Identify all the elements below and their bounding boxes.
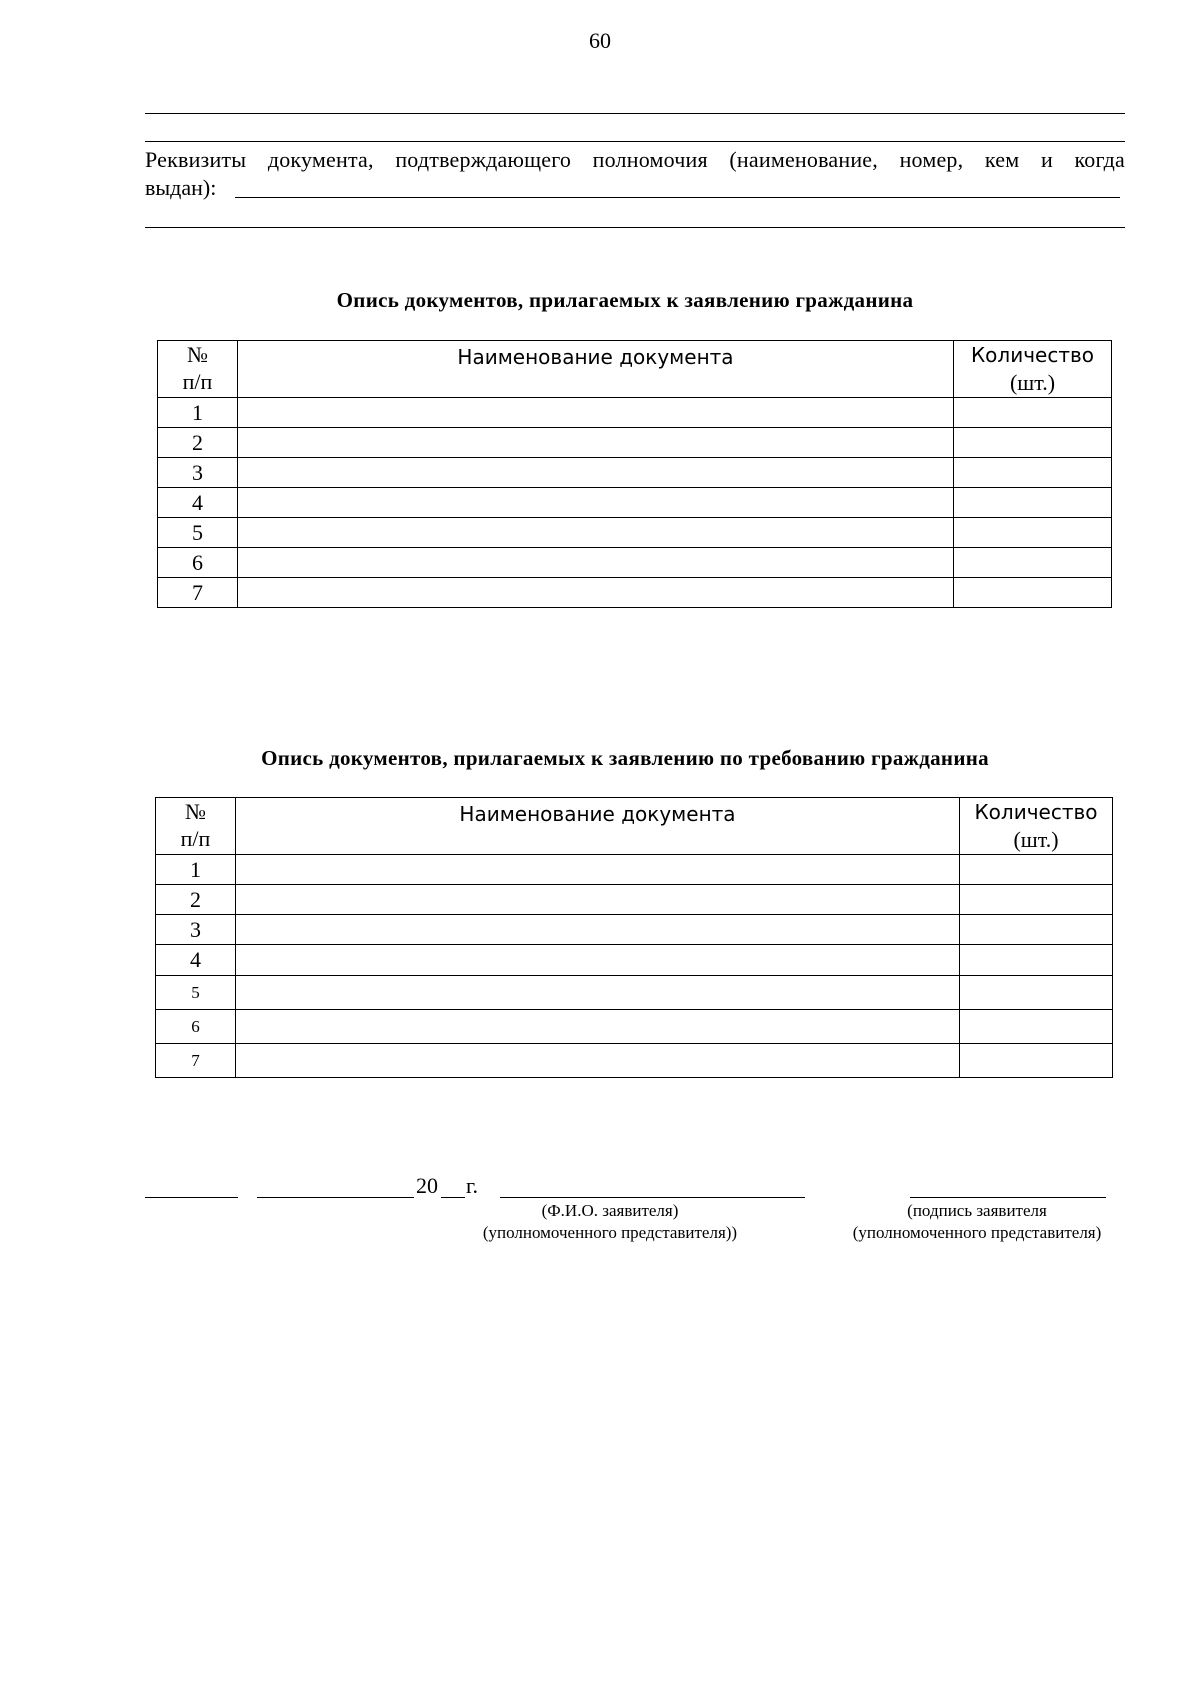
requisites-text-line2: выдан): <box>145 175 217 200</box>
fio-label <box>445 1200 775 1244</box>
table1-header-qty <box>954 341 1112 398</box>
table-row <box>158 488 1112 518</box>
date-month-line[interactable] <box>257 1197 414 1198</box>
row-number: 5 <box>158 518 238 548</box>
table2 <box>155 797 1113 1078</box>
table2-header-name: Наименование документа <box>236 798 960 855</box>
table-row <box>156 1044 1113 1078</box>
table2-header-qty-line1: Количество <box>974 800 1098 824</box>
document-name-cell[interactable] <box>238 578 954 608</box>
requisites-text-line1: Реквизиты документа, подтверждающего полномочия (наименование, номер, кем и когда <box>145 147 1125 172</box>
page-number: 60 <box>589 28 611 53</box>
document-name-cell[interactable] <box>238 398 954 428</box>
blank-line <box>145 227 1125 228</box>
date-year-line[interactable] <box>441 1197 465 1198</box>
document-name-cell[interactable] <box>236 1044 960 1078</box>
table-row <box>158 398 1112 428</box>
table1-header-qty-line2: (шт.) <box>1009 370 1056 395</box>
table2-header-qty <box>960 798 1113 855</box>
blank-line <box>145 141 1125 142</box>
quantity-cell[interactable] <box>954 458 1112 488</box>
table1-header-num-line1: № <box>187 342 208 367</box>
document-name-cell[interactable] <box>236 885 960 915</box>
row-number: 7 <box>158 578 238 608</box>
signature-label-line2: (уполномоченного представителя) <box>852 1223 1102 1242</box>
row-number: 4 <box>158 488 238 518</box>
table1-title: Опись документов, прилагаемых к заявлению гражданина <box>336 288 914 312</box>
table-row <box>158 548 1112 578</box>
row-number: 5 <box>156 976 236 1010</box>
requisites-fill-line <box>235 197 1120 198</box>
document-name-cell[interactable] <box>238 488 954 518</box>
document-name-cell[interactable] <box>238 428 954 458</box>
table-row <box>156 915 1113 945</box>
quantity-cell[interactable] <box>960 885 1113 915</box>
table-row <box>158 428 1112 458</box>
table-row <box>156 855 1113 885</box>
quantity-cell[interactable] <box>954 488 1112 518</box>
document-name-cell[interactable] <box>236 855 960 885</box>
table-row <box>158 458 1112 488</box>
quantity-cell[interactable] <box>960 915 1113 945</box>
date-day-line[interactable] <box>145 1197 238 1198</box>
table-row <box>156 976 1113 1010</box>
quantity-cell[interactable] <box>954 398 1112 428</box>
quantity-cell[interactable] <box>960 976 1113 1010</box>
signature-label <box>812 1200 1142 1244</box>
quantity-cell[interactable] <box>960 855 1113 885</box>
table2-header-qty-line2: (шт.) <box>1013 827 1059 852</box>
document-name-cell[interactable] <box>238 518 954 548</box>
fio-label-line2: (уполномоченного представителя)) <box>482 1223 738 1242</box>
quantity-cell[interactable] <box>954 518 1112 548</box>
row-number: 4 <box>156 945 236 976</box>
year-prefix: 20 <box>416 1173 438 1198</box>
document-name-cell[interactable] <box>236 1010 960 1044</box>
signature-label-line1: (подпись заявителя <box>907 1201 1047 1220</box>
document-name-cell[interactable] <box>238 458 954 488</box>
fio-label-line1: (Ф.И.О. заявителя) <box>541 1201 679 1220</box>
quantity-cell[interactable] <box>954 428 1112 458</box>
table1-header-name: Наименование документа <box>238 341 954 398</box>
row-number: 2 <box>158 428 238 458</box>
table-row <box>156 945 1113 976</box>
quantity-cell[interactable] <box>954 578 1112 608</box>
table2-header-num <box>156 798 236 855</box>
table-row <box>158 578 1112 608</box>
table1-header-qty-line1: Количество <box>970 343 1094 367</box>
table1-header-num-line2: п/п <box>182 369 213 394</box>
document-name-cell[interactable] <box>238 548 954 578</box>
row-number: 3 <box>156 915 236 945</box>
row-number: 3 <box>158 458 238 488</box>
row-number: 6 <box>156 1010 236 1044</box>
row-number: 6 <box>158 548 238 578</box>
row-number: 1 <box>158 398 238 428</box>
table1-header-num <box>158 341 238 398</box>
signature-line[interactable] <box>910 1197 1106 1198</box>
fio-line[interactable] <box>500 1197 805 1198</box>
document-name-cell[interactable] <box>236 915 960 945</box>
table-row <box>156 1010 1113 1044</box>
table2-title: Опись документов, прилагаемых к заявлению по требованию гражданина <box>261 746 989 770</box>
year-suffix: г. <box>466 1173 479 1198</box>
quantity-cell[interactable] <box>960 1010 1113 1044</box>
table2-header-num-line2: п/п <box>180 826 211 851</box>
quantity-cell[interactable] <box>954 548 1112 578</box>
table1 <box>157 340 1112 608</box>
row-number: 1 <box>156 855 236 885</box>
table-row <box>158 518 1112 548</box>
document-name-cell[interactable] <box>236 945 960 976</box>
blank-line <box>145 113 1125 114</box>
table-row <box>156 885 1113 915</box>
quantity-cell[interactable] <box>960 1044 1113 1078</box>
quantity-cell[interactable] <box>960 945 1113 976</box>
row-number: 2 <box>156 885 236 915</box>
table2-header-num-line1: № <box>185 799 206 824</box>
row-number: 7 <box>156 1044 236 1078</box>
document-name-cell[interactable] <box>236 976 960 1010</box>
